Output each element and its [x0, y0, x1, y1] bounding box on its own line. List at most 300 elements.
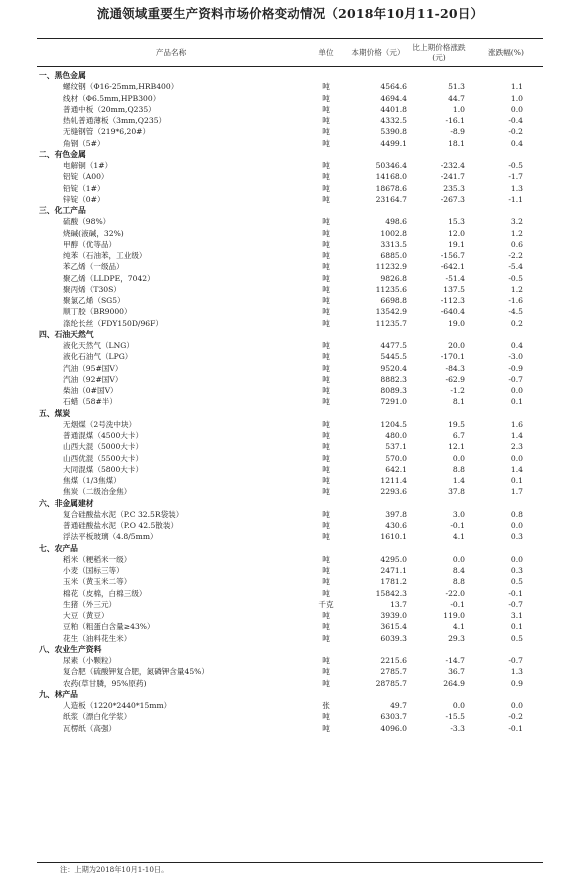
unit-cell: 吨 [322, 622, 330, 632]
price-cell: 1002.8 [380, 228, 407, 238]
product-name-cell: 甲醇（优等品） [63, 239, 117, 249]
table-row [37, 576, 543, 587]
price-change-cell: -1.2 [450, 386, 465, 395]
section-header-row [37, 644, 543, 655]
table-row [37, 239, 543, 250]
price-change-cell: 12.0 [448, 228, 465, 238]
price-change-cell: 264.9 [443, 678, 465, 688]
price-cell: 1211.4 [380, 476, 407, 485]
unit-cell: 吨 [322, 521, 330, 530]
unit-cell: 吨 [322, 82, 330, 92]
price-change-cell: -0.1 [450, 599, 465, 609]
product-name-cell: 顺丁胶（BR9000） [63, 307, 132, 317]
change-percent-cell: -0.2 [508, 127, 523, 137]
unit-cell: 吨 [322, 318, 330, 328]
product-name-cell: 铅锭（1#） [63, 183, 105, 193]
price-change-cell: 44.7 [448, 93, 465, 103]
product-name-cell: 豆粕（粗蛋白含量≥43%） [63, 622, 155, 632]
section-title: 三、化工产品 [39, 206, 86, 215]
price-cell: 2215.6 [380, 656, 407, 665]
table-row [37, 115, 543, 126]
product-name-cell: 浮法平板玻璃（4.8/5mm） [63, 532, 158, 542]
change-percent-cell: 2.3 [510, 442, 523, 452]
header-current-price: 本期价格（元） [351, 48, 405, 57]
unit-cell: 吨 [322, 161, 330, 170]
table-row [37, 171, 543, 182]
change-percent-cell: -0.5 [508, 161, 523, 170]
price-cell: 537.1 [385, 442, 407, 452]
unit-cell: 吨 [322, 678, 330, 688]
change-percent-cell: 0.5 [510, 633, 523, 643]
price-cell: 5390.8 [380, 127, 407, 137]
unit-cell: 吨 [322, 363, 330, 373]
table-header-rule [37, 66, 543, 67]
section-header-row [37, 543, 543, 554]
product-name-cell: 生猪（外三元） [63, 599, 117, 609]
product-name-cell: 普通中板（20mm,Q235） [63, 104, 156, 114]
section-header-row [37, 689, 543, 700]
price-cell: 498.6 [385, 217, 407, 227]
price-cell: 480.0 [385, 431, 407, 440]
product-name-cell: 涤纶长丝（FDY150D/96F） [63, 318, 164, 328]
table-row [37, 93, 543, 104]
change-percent-cell: -1.6 [508, 296, 523, 305]
price-cell: 14168.0 [375, 172, 407, 182]
section-header-row [37, 329, 543, 340]
section-title: 四、石油天然气 [39, 329, 94, 339]
header-change-percent: 涨跌幅(%) [488, 48, 524, 57]
price-change-cell: 0.0 [452, 554, 465, 564]
change-percent-cell: -0.1 [508, 588, 523, 598]
product-name-cell: 无烟煤（2号洗中块） [63, 419, 137, 429]
change-percent-cell: -0.1 [508, 723, 523, 733]
table-row [37, 610, 543, 621]
price-cell: 11235.7 [375, 318, 407, 328]
change-percent-cell: -1.1 [508, 194, 523, 204]
price-change-cell: -156.7 [440, 251, 465, 260]
price-cell: 430.6 [385, 521, 407, 530]
unit-cell: 吨 [322, 464, 330, 474]
section-header-row [37, 149, 543, 160]
table-row [37, 633, 543, 644]
unit-cell: 吨 [322, 386, 330, 395]
table-row [37, 81, 543, 92]
price-cell: 4477.5 [380, 341, 407, 350]
unit-cell: 吨 [322, 172, 330, 182]
change-percent-cell: 1.1 [510, 82, 523, 92]
product-name-cell: 聚丙烯（T30S） [63, 284, 121, 294]
price-change-cell: 29.3 [448, 633, 465, 643]
product-name-cell: 普通硅酸盐水泥（P.O 42.5散装） [63, 521, 179, 530]
price-change-cell: 51.3 [448, 82, 465, 92]
unit-cell: 吨 [322, 262, 330, 272]
price-change-cell: -16.1 [445, 116, 465, 125]
unit-cell: 千克 [318, 599, 334, 609]
price-change-cell: 119.0 [443, 611, 465, 620]
product-name-cell: 汽油（95#国V） [63, 363, 123, 373]
header-unit: 单位 [318, 48, 334, 57]
price-cell: 8089.3 [380, 386, 407, 395]
change-percent-cell: -0.5 [508, 273, 523, 283]
change-percent-cell: 0.2 [510, 318, 523, 328]
change-percent-cell: 0.5 [510, 577, 523, 587]
unit-cell: 吨 [322, 712, 330, 722]
price-change-cell: -112.3 [440, 296, 465, 305]
change-percent-cell: 1.2 [510, 284, 523, 294]
product-name-cell: 农药(草甘膦，95%原药) [63, 678, 147, 688]
table-row [37, 554, 543, 565]
unit-cell: 吨 [322, 723, 330, 733]
price-cell: 4096.0 [380, 723, 407, 733]
product-name-cell: 山西优混（5500大卡） [63, 453, 144, 463]
price-change-cell: 36.7 [448, 667, 465, 677]
price-change-cell: 137.5 [443, 284, 465, 294]
price-change-cell: -170.1 [440, 352, 465, 362]
product-name-cell: 液化天然气（LNG） [63, 341, 134, 350]
price-cell: 4499.1 [380, 138, 407, 148]
price-change-cell: -62.9 [445, 374, 465, 384]
price-cell: 4401.8 [380, 104, 407, 114]
price-change-cell: -267.3 [440, 194, 465, 204]
change-percent-cell: -0.4 [508, 116, 523, 125]
product-name-cell: 花生（油料花生米） [63, 633, 132, 643]
price-change-cell: 37.8 [448, 487, 465, 497]
section-title: 六、非金属建材 [39, 498, 94, 508]
table-row [37, 194, 543, 205]
change-percent-cell: 1.4 [510, 464, 523, 474]
price-cell: 11232.9 [375, 262, 407, 272]
price-change-cell: 15.3 [448, 217, 465, 227]
table-row [37, 295, 543, 306]
section-title: 一、黑色金属 [39, 71, 86, 80]
price-cell: 6039.3 [380, 633, 407, 643]
price-table-body [37, 70, 543, 734]
product-name-cell: 苯乙烯（一级品） [63, 262, 124, 272]
table-row [37, 599, 543, 610]
price-change-cell: -640.4 [440, 307, 465, 317]
product-name-cell: 柴油（0#国V） [63, 386, 118, 395]
unit-cell: 吨 [322, 554, 330, 564]
change-percent-cell: 1.7 [510, 487, 523, 497]
product-name-cell: 石蜡（58#半） [63, 397, 117, 407]
section-title: 二、有色金属 [39, 149, 86, 159]
table-row [37, 430, 543, 441]
unit-cell: 吨 [322, 577, 330, 587]
change-percent-cell: 0.8 [510, 509, 523, 519]
price-cell: 3939.0 [380, 611, 407, 620]
change-percent-cell: -3.0 [508, 352, 523, 362]
section-header-row [37, 498, 543, 509]
header-product-name: 产品名称 [155, 48, 187, 57]
section-header-row [37, 205, 543, 216]
price-cell: 3313.5 [380, 239, 407, 249]
table-row [37, 621, 543, 632]
change-percent-cell: -4.5 [508, 307, 523, 317]
price-change-cell: 20.0 [448, 341, 465, 350]
unit-cell: 吨 [322, 611, 330, 620]
price-cell: 4295.0 [380, 554, 407, 564]
table-row [37, 104, 543, 115]
section-header-row [37, 408, 543, 419]
unit-cell: 吨 [322, 431, 330, 440]
price-cell: 642.1 [385, 464, 407, 474]
table-row [37, 216, 543, 227]
price-cell: 50346.4 [375, 161, 407, 170]
product-name-cell: 汽油（92#国V） [63, 374, 123, 384]
price-cell: 9520.4 [380, 363, 407, 373]
price-cell: 7291.0 [380, 397, 407, 407]
unit-cell: 吨 [322, 127, 330, 137]
price-change-cell: 3.0 [452, 509, 465, 519]
product-name-cell: 大同混煤（5800大卡） [63, 464, 144, 474]
unit-cell: 吨 [322, 352, 330, 362]
table-row [37, 453, 543, 464]
price-change-cell: 6.7 [452, 431, 465, 440]
price-change-cell: -642.1 [440, 262, 465, 272]
price-change-cell: 19.0 [448, 318, 465, 328]
price-change-cell: -3.3 [450, 723, 465, 733]
price-cell: 18678.6 [375, 183, 407, 193]
table-row [37, 509, 543, 520]
price-cell: 3615.4 [380, 622, 407, 632]
product-name-cell: 大豆（黄豆） [63, 611, 109, 620]
product-name-cell: 复合肥（硫酸钾复合肥，氮磷钾含量45%） [63, 667, 209, 677]
price-cell: 5445.5 [380, 352, 407, 362]
unit-cell: 吨 [322, 273, 330, 283]
table-row [37, 711, 543, 722]
price-change-cell: -14.7 [445, 656, 465, 665]
table-top-rule [37, 38, 543, 39]
unit-cell: 吨 [322, 183, 330, 193]
unit-cell: 吨 [322, 374, 330, 384]
table-row [37, 655, 543, 666]
change-percent-cell: 0.1 [510, 476, 523, 485]
table-row [37, 228, 543, 239]
unit-cell: 吨 [322, 228, 330, 238]
price-change-cell: -84.3 [445, 363, 465, 373]
change-percent-cell: 0.4 [510, 341, 523, 350]
header-price-change: 比上期价格涨跌(元) [412, 43, 466, 62]
table-row [37, 419, 543, 430]
price-cell: 23164.7 [375, 194, 407, 204]
change-percent-cell: 1.0 [510, 93, 523, 103]
price-change-cell: 8.1 [452, 397, 465, 407]
price-change-cell: 1.0 [452, 104, 465, 114]
section-title: 八、农业生产资料 [39, 644, 102, 654]
table-row [37, 374, 543, 385]
unit-cell: 吨 [322, 251, 330, 260]
product-name-cell: 尿素（小颗粒） [63, 656, 117, 665]
footnote: 注：上期为2018年10月1-10日。 [60, 865, 169, 874]
section-header-row [37, 70, 543, 81]
product-name-cell: 稻米（粳稻米一级） [63, 554, 132, 564]
unit-cell: 吨 [322, 239, 330, 249]
unit-cell: 吨 [322, 397, 330, 407]
product-name-cell: 无缝钢管（219*6,20#） [63, 127, 151, 137]
table-row [37, 126, 543, 137]
change-percent-cell: 0.0 [510, 701, 523, 710]
price-cell: 8882.3 [380, 374, 407, 384]
unit-cell: 吨 [322, 453, 330, 463]
unit-cell: 吨 [322, 656, 330, 665]
unit-cell: 吨 [322, 509, 330, 519]
change-percent-cell: 1.3 [510, 183, 523, 193]
price-change-cell: 19.5 [448, 419, 465, 429]
table-row [37, 138, 543, 149]
table-row [37, 340, 543, 351]
price-cell: 2293.6 [380, 487, 407, 497]
change-percent-cell: -1.7 [508, 172, 523, 182]
change-percent-cell: 0.0 [510, 453, 523, 463]
unit-cell: 吨 [322, 194, 330, 204]
table-row [37, 464, 543, 475]
table-row [37, 351, 543, 362]
table-row [37, 396, 543, 407]
price-cell: 13542.9 [375, 307, 407, 317]
product-name-cell: 锌锭（0#） [63, 194, 105, 204]
price-cell: 6303.7 [380, 712, 407, 722]
product-name-cell: 焦煤（1/3焦煤） [63, 476, 121, 485]
product-name-cell: 热轧普通薄板（3mm,Q235） [63, 116, 167, 125]
unit-cell: 吨 [322, 93, 330, 103]
unit-cell: 吨 [322, 476, 330, 485]
table-row [37, 363, 543, 374]
product-name-cell: 硫酸（98%） [63, 217, 111, 227]
change-percent-cell: -0.9 [508, 363, 523, 373]
table-bottom-rule [37, 862, 543, 863]
price-cell: 2471.1 [380, 566, 407, 575]
change-percent-cell: 1.3 [510, 667, 523, 677]
price-cell: 1610.1 [380, 532, 407, 542]
price-change-cell: -0.1 [450, 521, 465, 530]
unit-cell: 吨 [322, 419, 330, 429]
product-name-cell: 瓦楞纸（高强） [63, 723, 117, 733]
change-percent-cell: 3.1 [510, 611, 523, 620]
product-name-cell: 电解铜（1#） [63, 161, 113, 170]
price-cell: 4694.4 [380, 93, 407, 103]
change-percent-cell: 0.4 [510, 138, 523, 148]
price-cell: 397.8 [385, 509, 407, 519]
change-percent-cell: -0.7 [508, 599, 523, 609]
unit-cell: 吨 [322, 566, 330, 575]
change-percent-cell: 0.0 [510, 104, 523, 114]
price-change-cell: 0.0 [452, 701, 465, 710]
table-row [37, 441, 543, 452]
product-name-cell: 聚乙烯（LLDPE，7042） [63, 273, 155, 283]
table-row [37, 385, 543, 396]
change-percent-cell: 1.2 [510, 228, 523, 238]
price-cell: 4332.5 [380, 116, 407, 125]
product-name-cell: 螺纹钢（Φ16-25mm,HRB400） [63, 82, 179, 92]
unit-cell: 张 [322, 701, 330, 710]
unit-cell: 吨 [322, 633, 330, 643]
unit-cell: 吨 [322, 296, 330, 305]
table-row [37, 475, 543, 486]
table-row [37, 486, 543, 497]
section-title: 九、林产品 [39, 689, 78, 699]
price-cell: 28785.7 [375, 678, 407, 688]
price-cell: 13.7 [390, 599, 407, 609]
table-row [37, 700, 543, 711]
change-percent-cell: -5.4 [508, 262, 523, 272]
price-change-cell: 12.1 [448, 442, 465, 452]
price-change-cell: -8.9 [450, 127, 465, 137]
unit-cell: 吨 [322, 588, 330, 598]
price-change-cell: 18.1 [448, 138, 465, 148]
change-percent-cell: 0.6 [510, 239, 523, 249]
change-percent-cell: -2.2 [508, 251, 523, 260]
table-row [37, 520, 543, 531]
unit-cell: 吨 [322, 217, 330, 227]
table-row [37, 183, 543, 194]
unit-cell: 吨 [322, 116, 330, 125]
unit-cell: 吨 [322, 442, 330, 452]
price-change-cell: -241.7 [440, 172, 465, 182]
unit-cell: 吨 [322, 284, 330, 294]
table-row [37, 160, 543, 171]
price-cell: 570.0 [385, 453, 407, 463]
price-change-cell: 0.0 [452, 453, 465, 463]
unit-cell: 吨 [322, 307, 330, 317]
price-change-cell: 4.1 [452, 532, 465, 542]
product-name-cell: 复合硅酸盐水泥（P.C 32.5R袋装） [63, 509, 184, 519]
change-percent-cell: 0.0 [510, 554, 523, 564]
change-percent-cell: 0.1 [510, 397, 523, 407]
price-cell: 9826.8 [380, 273, 407, 283]
product-name-cell: 人造板（1220*2440*15mm） [63, 701, 172, 710]
table-row [37, 565, 543, 576]
product-name-cell: 角钢（5#） [63, 138, 105, 148]
unit-cell: 吨 [322, 487, 330, 497]
table-row [37, 284, 543, 295]
unit-cell: 吨 [322, 667, 330, 677]
change-percent-cell: 0.0 [510, 386, 523, 395]
section-title: 七、农产品 [39, 543, 78, 553]
product-name-cell: 玉米（黄玉米二等） [63, 577, 132, 587]
change-percent-cell: -0.7 [508, 656, 523, 665]
price-cell: 4564.6 [380, 82, 407, 92]
change-percent-cell: -0.7 [508, 374, 523, 384]
unit-cell: 吨 [322, 104, 330, 114]
table-row [37, 306, 543, 317]
price-change-cell: -15.5 [445, 712, 465, 722]
table-row [37, 678, 543, 689]
price-change-cell: 8.4 [452, 566, 465, 575]
price-cell: 11235.6 [375, 284, 407, 294]
price-change-cell: 1.4 [452, 476, 465, 485]
unit-cell: 吨 [322, 532, 330, 542]
product-name-cell: 聚氯乙烯（SG5） [63, 296, 125, 305]
table-row [37, 318, 543, 329]
price-change-cell: -22.0 [445, 588, 465, 598]
table-row [37, 531, 543, 542]
change-percent-cell: 3.2 [510, 217, 523, 227]
product-name-cell: 普通混煤（4500大卡） [63, 431, 144, 440]
product-name-cell: 纯苯（石油苯，工业级） [63, 251, 147, 260]
unit-cell: 吨 [322, 138, 330, 148]
price-cell: 6698.8 [380, 296, 407, 305]
product-name-cell: 小麦（国标三等） [63, 566, 124, 575]
unit-cell: 吨 [322, 341, 330, 350]
table-row [37, 588, 543, 599]
product-name-cell: 铝锭（A00） [63, 172, 109, 182]
price-cell: 49.7 [390, 701, 407, 710]
change-percent-cell: 0.0 [510, 521, 523, 530]
product-name-cell: 纸浆（漂白化学浆） [63, 712, 132, 722]
price-change-cell: 4.1 [452, 622, 465, 632]
product-name-cell: 焦炭（二级冶金焦） [63, 487, 132, 497]
product-name-cell: 棉花（皮棉，白棉三级） [63, 588, 147, 598]
